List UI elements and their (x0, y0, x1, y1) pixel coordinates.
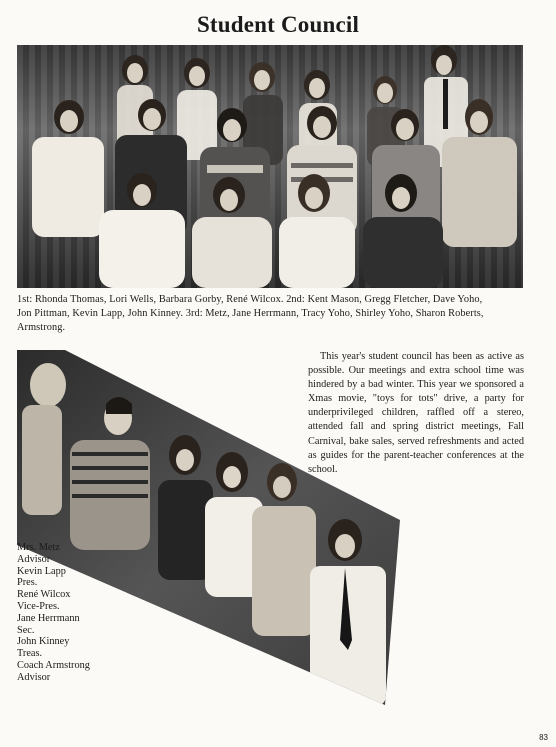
officer-line: Mrs. Metz (17, 542, 60, 553)
officer-line: Advisor (17, 553, 51, 565)
officer-line: Coach Armstrong (17, 659, 90, 671)
officer-line: Sec. (17, 624, 35, 636)
caption-line: Jon Pittman, Kevin Lapp, John Kinney. 3rd: Metz, Jane Herrmann, Tracy Yoho, Shirley Yoho, Sharon Roberts, (17, 308, 484, 319)
officer-line: Treas. (17, 648, 43, 660)
officer-line: Pres. (17, 577, 38, 589)
officer-line: René Wilcox (17, 589, 71, 601)
page-number: 83 (539, 733, 548, 742)
page-title: Student Council (196, 12, 360, 37)
article-paragraph: This year's student council has been as active as possible. Our meetings and extra school time was hindered by a bad winter. This year we sponsored a Xmas movie, "toys for tots" drive, a party for underprivileged children, raffled off a stereo, attended fall and spring district meetings, Fall Carnival, bake sales, served refreshments and acted as guides for the parent-teacher conferences at the school. (308, 351, 524, 475)
officer-line: John Kinney (17, 636, 70, 648)
officers-list (17, 542, 127, 684)
officer-line: Advisor (17, 671, 51, 683)
officer-line: Vice-Pres. (17, 600, 60, 612)
officer-line: Jane Herrmann (17, 612, 80, 624)
officer-line: Kevin Lapp (17, 565, 66, 577)
caption-line: Armstrong. (17, 322, 66, 333)
caption-line: 1st: Rhonda Thomas, Lori Wells, Barbara Gorby, René Wilcox. 2nd: Kent Mason, Gregg Fletcher, Dave Yoho, (17, 294, 483, 305)
